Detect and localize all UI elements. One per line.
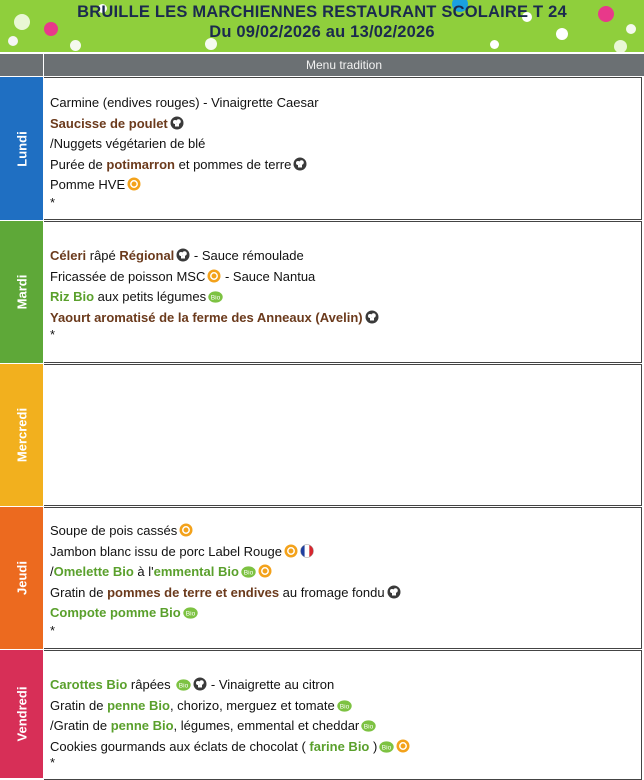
dish-alternative: /Nuggets végétarien de blé xyxy=(50,136,206,151)
svg-text:Bio: Bio xyxy=(185,610,195,618)
bio-label-icon xyxy=(241,566,256,578)
dish-dessert: Yaourt aromatisé de la ferme des Anneaux (Avelin) xyxy=(50,309,363,325)
local-label-icon xyxy=(396,739,410,753)
dish-text: /Gratin de xyxy=(50,718,111,733)
menu-line xyxy=(50,583,635,604)
day-cell-thursday xyxy=(44,507,642,649)
menu-line xyxy=(50,155,635,176)
day-cell-tuesday xyxy=(44,221,642,363)
dish-text: - Vinaigrette au citron xyxy=(207,677,335,692)
french-flag-icon xyxy=(300,544,314,558)
menu-line xyxy=(50,603,635,624)
menu-line xyxy=(50,624,635,645)
menu-line xyxy=(50,93,635,114)
asterisk: * xyxy=(50,194,56,210)
page-title: BRUILLE LES MARCHIENNES RESTAURANT SCOLAIRE T 24 xyxy=(77,3,567,21)
menu-lines-tuesday xyxy=(50,246,635,349)
menu-line xyxy=(50,287,635,308)
dish-dessert: Pomme HVE xyxy=(50,177,126,192)
svg-text:Bio: Bio xyxy=(364,723,374,731)
chef-hat-icon xyxy=(170,116,184,130)
dish-text: Fricassée de poisson MSC xyxy=(50,268,206,284)
dish-text: râpées xyxy=(127,677,175,692)
local-label-icon xyxy=(207,269,221,283)
dish-bio: emmental Bio xyxy=(153,564,239,579)
dish-text: Purée de xyxy=(50,156,107,172)
asterisk: * xyxy=(50,755,56,770)
day-cell-friday xyxy=(44,650,642,780)
dish-dessert: Compote pomme Bio xyxy=(50,605,181,620)
menu-header xyxy=(0,0,644,52)
date-range: Du 09/02/2026 au 13/02/2026 xyxy=(209,23,435,41)
dish-text: râpé xyxy=(86,248,120,263)
dish-main: Jambon blanc issu de porc Label Rouge xyxy=(50,543,282,559)
day-band-tuesday xyxy=(0,221,43,363)
svg-text:Bio: Bio xyxy=(243,569,254,577)
asterisk: * xyxy=(50,327,56,342)
dish-text: au fromage fondu xyxy=(279,584,385,600)
dish-highlight: Céleri xyxy=(50,248,87,263)
bio-label-icon xyxy=(208,291,223,303)
menu-lines-monday xyxy=(50,93,635,216)
svg-text:Bio: Bio xyxy=(382,743,392,751)
menu-line xyxy=(50,114,635,135)
menu-column-header: Menu tradition xyxy=(44,54,644,76)
day-cell-wednesday xyxy=(44,364,642,506)
bio-label-icon xyxy=(176,679,191,691)
menu-line xyxy=(50,175,635,196)
menu-line xyxy=(50,757,635,771)
dish-bio: penne Bio xyxy=(107,697,170,713)
chef-hat-icon xyxy=(193,677,207,691)
menu-line xyxy=(50,542,635,563)
dish-text: , légumes, emmental et cheddar xyxy=(173,718,360,733)
day-label-friday: Vendredi xyxy=(14,686,29,742)
dish-highlight: Régional xyxy=(119,248,175,263)
menu-line xyxy=(50,328,635,349)
dish-bio: Omelette Bio xyxy=(53,564,134,579)
day-label-monday: Lundi xyxy=(14,130,29,167)
dish-starter: Soupe de pois cassés xyxy=(50,523,178,538)
chef-hat-icon xyxy=(293,157,307,171)
dish-bio: farine Bio xyxy=(309,738,370,754)
dish-text: - Sauce rémoulade xyxy=(190,248,304,263)
asterisk: * xyxy=(50,622,56,638)
column-header-spacer xyxy=(0,54,43,76)
dish-text: , chorizo, merguez et tomate xyxy=(169,697,335,713)
day-label-wednesday: Mercredi xyxy=(14,407,29,463)
dish-text: et pommes de terre xyxy=(175,156,292,172)
local-label-icon xyxy=(127,177,141,191)
dish-starter: Carmine (endives rouges) - Vinaigrette Caesar xyxy=(50,95,319,110)
menu-line xyxy=(50,716,635,737)
menu-lines-friday xyxy=(50,675,635,771)
menu-line xyxy=(50,308,635,329)
day-label-tuesday: Mardi xyxy=(14,274,29,310)
svg-text:Bio: Bio xyxy=(339,702,349,710)
dish-text: Gratin de xyxy=(50,584,108,600)
local-label-icon xyxy=(258,564,272,578)
svg-text:Bio: Bio xyxy=(179,682,189,690)
day-band-wednesday xyxy=(0,364,43,506)
dish-bio: Riz Bio xyxy=(50,289,95,304)
dish-text: ) xyxy=(369,738,378,754)
dish-text: Gratin de xyxy=(50,697,108,713)
dish-text: - Sauce Nantua xyxy=(221,268,316,284)
chef-hat-icon xyxy=(176,248,190,262)
dish-text: aux petits légumes xyxy=(94,289,207,304)
menu-line xyxy=(50,134,635,155)
svg-text:Bio: Bio xyxy=(210,294,221,302)
bio-label-icon xyxy=(337,700,352,712)
dish-main: Saucisse de poulet xyxy=(50,115,168,131)
dish-text: / xyxy=(50,564,54,579)
bio-label-icon xyxy=(361,720,376,732)
day-label-thursday: Jeudi xyxy=(14,561,29,595)
bio-label-icon xyxy=(379,741,394,753)
dish-text: Cookies gourmands aux éclats de chocolat ( xyxy=(50,738,310,754)
menu-lines-thursday xyxy=(50,521,635,644)
dish-highlight: pommes de terre et endives xyxy=(107,584,280,600)
dish-bio: Carottes Bio xyxy=(50,677,128,692)
chef-hat-icon xyxy=(365,310,379,324)
dish-highlight: potimarron xyxy=(106,156,175,172)
day-cell-monday xyxy=(44,77,642,220)
menu-line xyxy=(50,696,635,717)
menu-line xyxy=(50,246,635,267)
menu-line xyxy=(50,196,635,217)
bio-label-icon xyxy=(183,607,198,619)
day-band-monday xyxy=(0,77,43,220)
local-label-icon xyxy=(179,523,193,537)
day-band-friday xyxy=(0,650,43,778)
dish-text: à l' xyxy=(133,564,154,579)
menu-line xyxy=(50,267,635,288)
menu-line xyxy=(50,562,635,583)
chef-hat-icon xyxy=(387,585,401,599)
dish-bio: penne Bio xyxy=(110,718,174,733)
menu-line xyxy=(50,737,635,758)
day-band-thursday xyxy=(0,507,43,649)
local-label-icon xyxy=(284,544,298,558)
menu-line xyxy=(50,675,635,696)
menu-line xyxy=(50,521,635,542)
